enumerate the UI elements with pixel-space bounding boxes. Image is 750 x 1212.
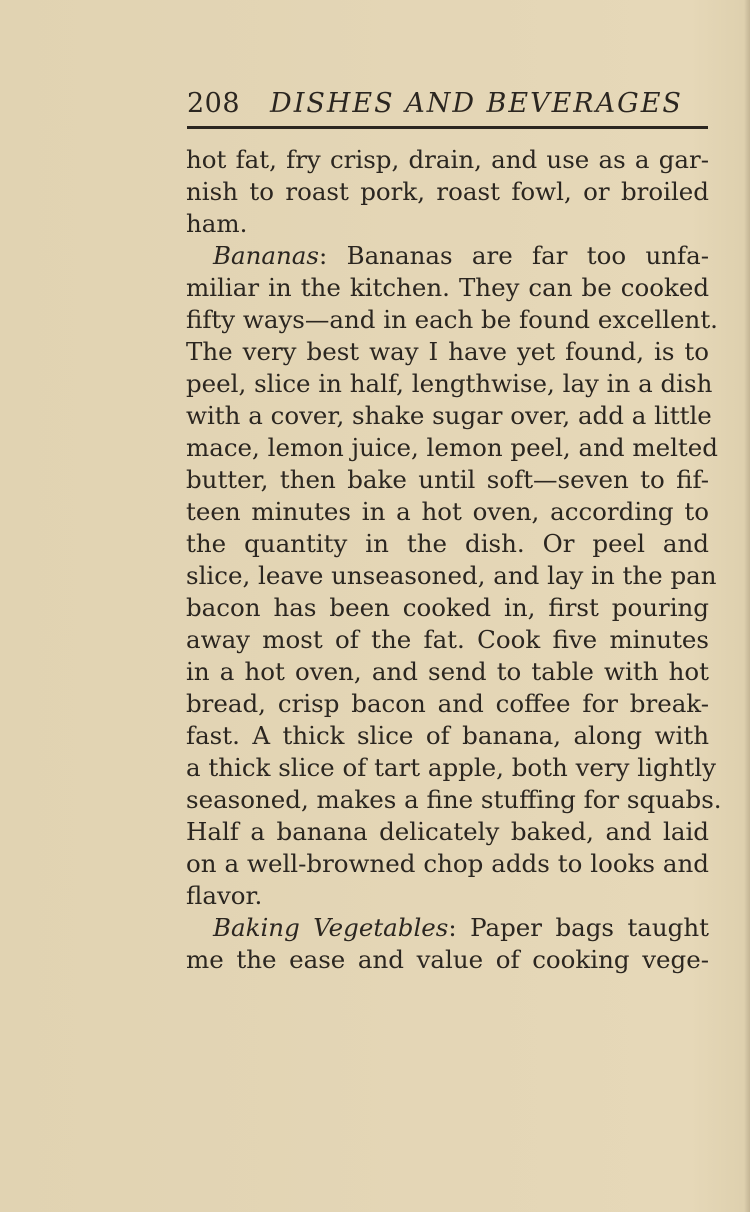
- paragraph-start-baking-vegetables: [186, 912, 709, 944]
- text-line: with a cover, shake sugar over, add a little: [186, 401, 712, 430]
- text-line: bread, crisp bacon and coffee for break-: [186, 689, 709, 718]
- paragraph-start-bananas: [186, 240, 709, 272]
- text-run: : Paper bags taught: [448, 913, 709, 942]
- page-header: [187, 84, 707, 124]
- text-line: in a hot oven, and send to table with hot: [186, 657, 709, 686]
- text-line: me the ease and value of cooking vege-: [186, 945, 709, 974]
- text-line: seasoned, makes a fine stuffing for squabs.: [186, 785, 722, 814]
- text-line: nish to roast pork, roast fowl, or broiled: [186, 177, 709, 206]
- header-rule: [187, 126, 708, 129]
- text-line: teen minutes in a hot oven, according to: [186, 497, 709, 526]
- page-edge-shadow: [744, 0, 750, 1212]
- text-line: peel, slice in half, lengthwise, lay in a dish: [186, 369, 713, 398]
- text-line: Half a banana delicately baked, and laid: [186, 817, 709, 846]
- text-line: The very best way I have yet found, is to: [186, 337, 709, 366]
- text-line: miliar in the kitchen. They can be cooked: [186, 273, 709, 302]
- text-line: on a well-browned chop adds to looks and: [186, 849, 709, 878]
- page-number: 208: [187, 88, 241, 119]
- text-line: the quantity in the dish. Or peel and: [186, 529, 709, 558]
- text-line: ham.: [186, 209, 248, 238]
- text-run: : Bananas are far too unfa-: [318, 241, 709, 270]
- text-line: away most of the fat. Cook five minutes: [186, 625, 709, 654]
- text-line: butter, then bake until soft—seven to fif-: [186, 465, 709, 494]
- text-line: a thick slice of tart apple, both very lightly: [186, 753, 716, 782]
- run-in-heading-baking-vegetables: Baking Vegetables: [213, 913, 449, 942]
- text-line: slice, leave unseasoned, and lay in the pan: [186, 561, 717, 590]
- text-line: flavor.: [186, 881, 263, 910]
- text-line: hot fat, fry crisp, drain, and use as a gar-: [186, 145, 709, 174]
- text-line: fifty ways—and in each be found excellent.: [186, 305, 718, 334]
- body-text: [186, 144, 722, 976]
- running-title: DISHES AND BEVERAGES: [270, 88, 683, 119]
- text-line: bacon has been cooked in, first pouring: [186, 593, 709, 622]
- text-line: mace, lemon juice, lemon peel, and melted: [186, 433, 718, 462]
- text-line: fast. A thick slice of banana, along with: [186, 721, 709, 750]
- run-in-heading-bananas: Bananas: [213, 241, 319, 270]
